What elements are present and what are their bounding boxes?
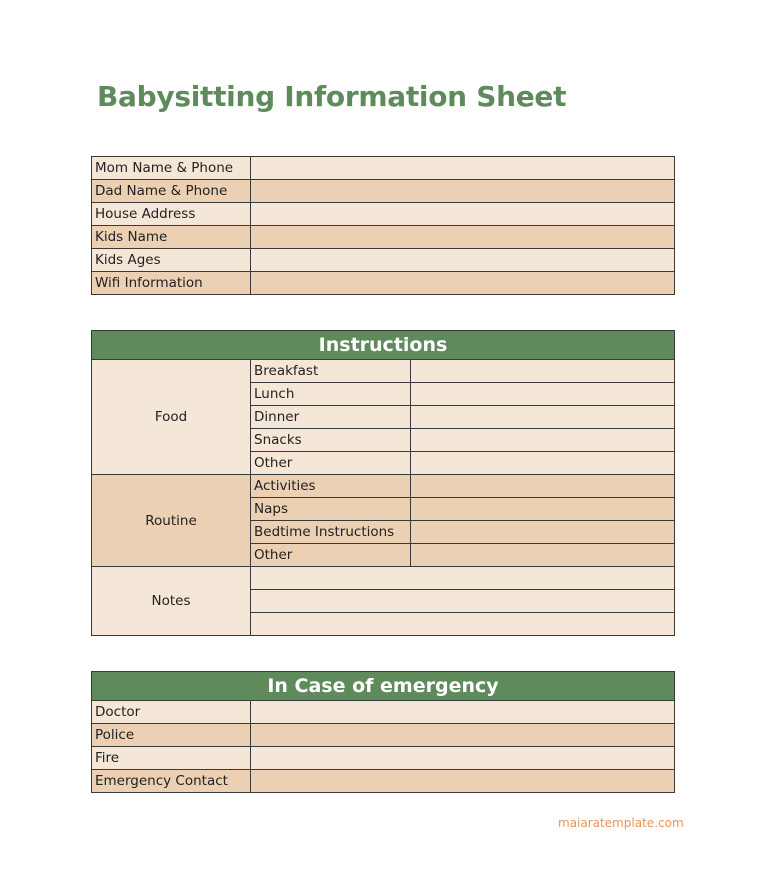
item-label: Dinner [251,406,411,429]
row-label: Kids Ages [92,249,251,272]
table-row [92,770,675,793]
instructions-table [91,330,675,636]
mom-name-phone-field[interactable] [251,157,675,180]
instructions-header-row [92,331,675,360]
item-label: Bedtime Instructions [251,521,411,544]
table-row [92,360,675,383]
table-row [92,272,675,295]
kids-ages-field[interactable] [251,249,675,272]
group-label-food: Food [92,360,251,475]
table-row [92,226,675,249]
item-label: Activities [251,475,411,498]
item-label: Breakfast [251,360,411,383]
lunch-field[interactable] [411,383,675,406]
notes-line-3[interactable] [251,613,675,636]
row-label: House Address [92,203,251,226]
group-label-routine: Routine [92,475,251,567]
item-label: Other [251,544,411,567]
dinner-field[interactable] [411,406,675,429]
row-label: Kids Name [92,226,251,249]
page-title: Babysitting Information Sheet [97,80,567,113]
emergency-header: In Case of emergency [92,672,675,701]
naps-field[interactable] [411,498,675,521]
row-label: Police [92,724,251,747]
row-label: Wifi Information [92,272,251,295]
item-label: Snacks [251,429,411,452]
house-address-field[interactable] [251,203,675,226]
breakfast-field[interactable] [411,360,675,383]
row-label: Emergency Contact [92,770,251,793]
footer-watermark: maiaratemplate.com [558,816,684,830]
table-row [92,157,675,180]
doctor-field[interactable] [251,701,675,724]
row-label: Fire [92,747,251,770]
notes-line-2[interactable] [251,590,675,613]
table-row [92,203,675,226]
snacks-field[interactable] [411,429,675,452]
table-row [92,747,675,770]
group-label-notes: Notes [92,567,251,636]
table-row [92,180,675,203]
row-label: Doctor [92,701,251,724]
notes-line-1[interactable] [251,567,675,590]
row-label: Dad Name & Phone [92,180,251,203]
bedtime-instructions-field[interactable] [411,521,675,544]
table-row [92,567,675,590]
dad-name-phone-field[interactable] [251,180,675,203]
wifi-information-field[interactable] [251,272,675,295]
emergency-contact-field[interactable] [251,770,675,793]
row-label: Mom Name & Phone [92,157,251,180]
activities-field[interactable] [411,475,675,498]
police-field[interactable] [251,724,675,747]
item-label: Lunch [251,383,411,406]
table-row [92,475,675,498]
fire-field[interactable] [251,747,675,770]
kids-name-field[interactable] [251,226,675,249]
food-other-field[interactable] [411,452,675,475]
table-row [92,249,675,272]
emergency-table [91,671,675,793]
parent-info-table [91,156,675,295]
table-row [92,724,675,747]
instructions-header: Instructions [92,331,675,360]
routine-other-field[interactable] [411,544,675,567]
emergency-header-row [92,672,675,701]
item-label: Naps [251,498,411,521]
item-label: Other [251,452,411,475]
table-row [92,701,675,724]
